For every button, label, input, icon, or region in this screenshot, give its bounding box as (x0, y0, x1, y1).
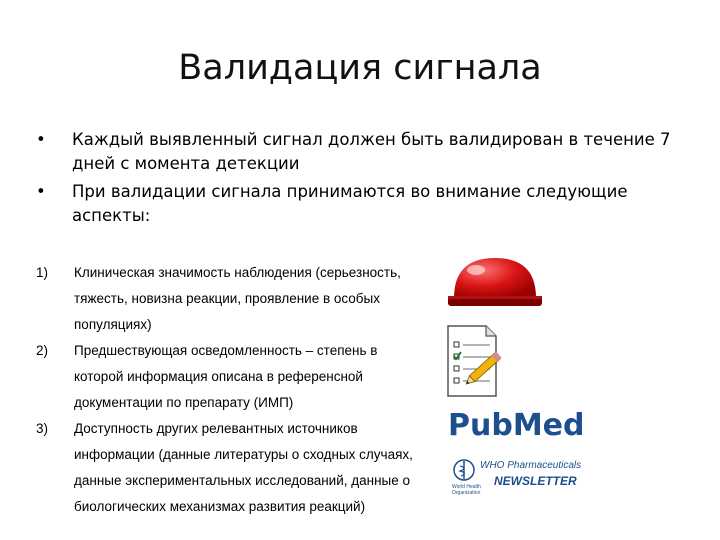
bullet-list (36, 128, 676, 232)
item-line: биологических механизмах развития реакций) (74, 499, 366, 514)
checklist-icon (446, 324, 508, 398)
bullet-dot: • (36, 130, 46, 149)
numbered-item-2 (36, 338, 436, 416)
item-number: 3) (36, 421, 49, 436)
item-line: Доступность других релевантных источников (74, 421, 358, 436)
numbered-item-1 (36, 260, 436, 338)
item-number: 2) (36, 343, 49, 358)
item-line: Предшествующая осведомленность – степень в (74, 343, 378, 358)
who-emblem-icon (452, 458, 476, 482)
slide-title: Валидация сигнала (178, 48, 542, 88)
item-line: Клиническая значимость наблюдения (серьезность, (74, 265, 401, 280)
numbered-list (36, 260, 436, 520)
bullet-text: При валидации сигнала принимаются во внимание следующие аспекты: (72, 182, 628, 225)
who-newsletter-logo (452, 458, 592, 498)
bullet-text: Каждый выявленный сигнал должен быть валидирован в течение 7 дней с момента детекции (72, 130, 671, 173)
who-newsletter-label: NEWSLETTER (494, 474, 577, 488)
item-line: данные экспериментальных исследований, данные о (74, 473, 411, 488)
numbered-item-3 (36, 416, 436, 520)
who-org-name (452, 484, 481, 496)
item-line: информации (данные литературы о сходных случаях, (74, 447, 413, 462)
item-line: которой информация описана в референсной (74, 369, 363, 384)
item-line: тяжесть, новизна реакции, проявление в особых (74, 291, 380, 306)
item-line: документации по препарату (ИМП) (74, 395, 294, 410)
pubmed-logo-text: PubMed (448, 408, 585, 443)
bullet-item (36, 128, 676, 176)
bullet-dot: • (36, 182, 46, 201)
who-org-line: World Health (452, 484, 481, 490)
siren-icon (440, 252, 550, 310)
bullet-item (36, 180, 676, 228)
who-title: WHO Pharmaceuticals (480, 460, 582, 471)
pubmed-logo (448, 408, 588, 450)
item-line: популяциях) (74, 317, 152, 332)
item-number: 1) (36, 265, 49, 280)
who-org-line: Organization (452, 490, 481, 496)
